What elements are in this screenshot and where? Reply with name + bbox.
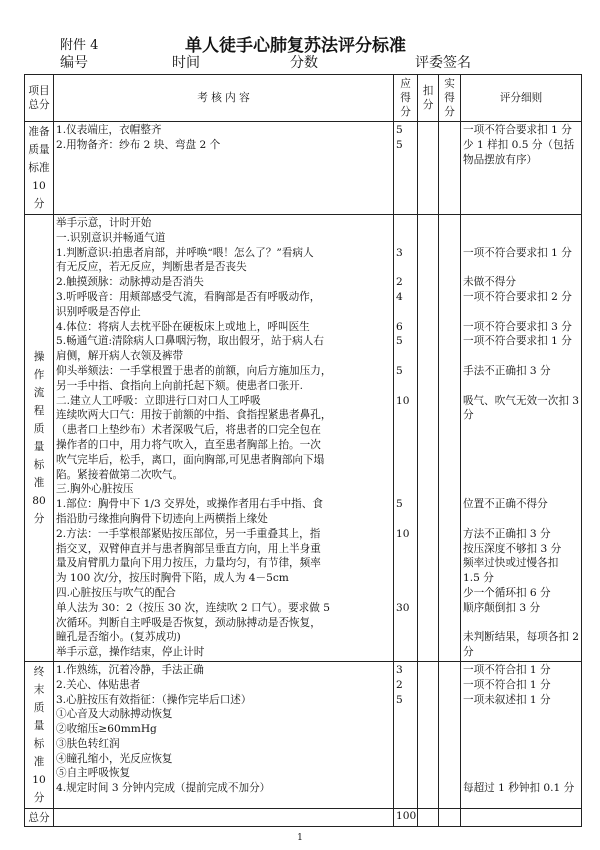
section-name-char: 准备 xyxy=(28,126,50,138)
section-name xyxy=(25,661,54,808)
header-item-total xyxy=(25,75,54,122)
score-cell-line xyxy=(396,630,415,645)
content-cell-line: 3.心脏按压有效指征：（操作完毕后口述） xyxy=(56,693,252,706)
section-name-char: 量 xyxy=(33,440,45,453)
content-cell xyxy=(54,215,394,662)
score-cell-line xyxy=(396,781,415,796)
content-cell-line: 四.心脏按压与吹气的配合 xyxy=(56,586,176,599)
header-detail: 评分细则 xyxy=(461,75,582,122)
score-cell-line: 5 xyxy=(396,124,403,136)
score-cell xyxy=(394,661,418,808)
deduct-cell xyxy=(418,122,439,215)
score-cell-line: 5 xyxy=(396,364,403,377)
detail-cell-line: 少一个循环扣 6 分 xyxy=(463,586,551,599)
header-item-line: 项目 xyxy=(28,85,50,97)
score-cell-line xyxy=(396,379,415,394)
score-cell-line xyxy=(396,616,415,631)
detail-cell-line xyxy=(463,482,579,497)
detail-cell-line xyxy=(463,722,579,737)
content-cell-line: 2.用物备齐：纱布 2 块、弯盘 2 个 xyxy=(56,138,221,151)
content-cell-line: ⑤自主呼吸恢复 xyxy=(56,767,131,780)
detail-cell xyxy=(461,215,582,662)
detail-cell-line xyxy=(463,231,579,246)
section-name-char: 终 xyxy=(33,665,45,678)
score-cell-line xyxy=(396,482,415,497)
score-cell-line xyxy=(396,231,415,246)
content-cell-line: 2.触摸颈脉：动脉搏动是否消失 xyxy=(56,276,204,289)
total-score: 100 xyxy=(394,808,418,826)
content-cell-line: 为 100 次/分，按压时胸骨下陷，成人为 4－5cm xyxy=(56,572,289,585)
detail-cell-line: 一项不符合要求扣 2 分 xyxy=(463,290,572,303)
detail-cell-line: 少 1 样扣 0.5 分（包括 xyxy=(463,138,575,151)
content-cell-line: 吹气完毕后，松手，离口，面向胸部,可见患者胸部向下塌 xyxy=(56,453,325,466)
detail-cell xyxy=(461,122,582,215)
content-cell-line: 量及肩臂肌力量向下用力按压，力量均匀，有节律，频率 xyxy=(56,557,321,570)
score-cell-line: 5 xyxy=(396,138,403,151)
section-row xyxy=(25,661,582,808)
detail-cell-line: 1.5 分 xyxy=(463,572,494,585)
total-actual-cell xyxy=(439,808,461,826)
section-name-char: 量 xyxy=(33,719,45,732)
content-cell-line: 有无反应，若无反应，判断患者是否丧失 xyxy=(56,261,247,274)
header-actual-char: 实 xyxy=(444,78,455,90)
score-cell-line xyxy=(396,438,415,453)
score-cell-line xyxy=(396,542,415,557)
score-cell-line: 10 xyxy=(396,527,410,540)
score-cell-line xyxy=(396,423,415,438)
header-total-line: 总分 xyxy=(28,99,50,111)
score-cell-line: 30 xyxy=(396,601,410,614)
score-cell-line xyxy=(396,707,415,722)
field-time-label: 时间 xyxy=(172,55,200,71)
section-name-char: 标 xyxy=(33,458,45,471)
score-cell xyxy=(394,122,418,215)
detail-cell-line: 分 xyxy=(463,409,474,422)
actual-cell xyxy=(439,215,461,662)
header-score-char: 应 xyxy=(400,78,411,90)
header-score-char: 得 xyxy=(400,92,411,104)
detail-cell-line xyxy=(463,305,579,320)
detail-cell-line xyxy=(463,512,579,527)
score-cell-line xyxy=(396,512,415,527)
content-cell-line: ①心音及大动脉搏动恢复 xyxy=(56,708,173,721)
header-actual-char: 分 xyxy=(444,106,455,118)
content-cell-line: 1.仪表端庄，衣帽整齐 xyxy=(56,124,162,136)
score-cell-line: 3 xyxy=(396,663,403,676)
detail-cell-line xyxy=(463,707,579,722)
content-cell-line: 5.畅通气道:清除病人口鼻咽污物，取出假牙，站于病人右 xyxy=(56,335,324,348)
content-cell-line: 操作者的口中，用力将气吹入，直至患者胸部上抬。一次 xyxy=(56,438,321,451)
content-cell-line: 2.关心、体贴患者 xyxy=(56,678,141,691)
detail-cell-line xyxy=(463,752,579,767)
content-cell-line: 1.作熟练，沉着冷静，手法正确 xyxy=(56,663,204,676)
score-cell-line xyxy=(396,556,415,571)
actual-cell xyxy=(439,661,461,808)
detail-cell-line xyxy=(463,216,579,231)
content-cell-line: 三.胸外心脏按压 xyxy=(56,483,134,496)
section-row xyxy=(25,215,582,662)
total-row xyxy=(25,808,582,826)
score-cell-line: 3 xyxy=(396,246,403,259)
section-name-char: 标 xyxy=(33,737,45,750)
detail-cell-line: 一项不符合要求扣 1 分 xyxy=(463,124,572,136)
detail-cell-line xyxy=(463,438,579,453)
content-cell-line: 指交叉，双臂伸直并与患者胸部呈垂直方向，用上半身重 xyxy=(56,542,321,555)
header-score-char: 分 xyxy=(400,106,411,118)
content-cell xyxy=(54,661,394,808)
detail-cell-line: 未判断结果，每项各扣 2 xyxy=(463,631,579,644)
content-cell-line: 次循环。判断自主呼吸是否恢复，颈动脉搏动是否恢复， xyxy=(56,616,321,629)
score-cell-line xyxy=(396,216,415,231)
header-deduct xyxy=(418,75,439,122)
page-title: 单人徒手心肺复苏法评分标准 xyxy=(185,36,406,56)
field-number-label: 编号 xyxy=(60,55,88,71)
content-cell-line: 二.建立人工呼吸：立即进行口对口人工呼吸 xyxy=(56,394,261,407)
page-number: 1 xyxy=(297,833,303,843)
score-cell-line xyxy=(396,260,415,275)
detail-cell-line: 按压深度不够扣 3 分 xyxy=(463,542,562,555)
detail-cell-line: 频率过快或过慢各扣 xyxy=(463,557,559,570)
detail-cell-line xyxy=(463,349,579,364)
detail-cell-line: 一项不符合要求扣 1 分 xyxy=(463,335,572,348)
detail-cell xyxy=(461,661,582,808)
content-cell-line: 4.体位：将病人去枕平卧在硬板床上或地上，呼叫医生 xyxy=(56,320,310,333)
section-name-char: 流 xyxy=(33,386,45,399)
score-cell-line: 4 xyxy=(396,290,403,303)
header-actual-char: 得 xyxy=(444,92,455,104)
section-name xyxy=(25,122,54,215)
section-name-char: 操 xyxy=(33,350,45,363)
score-cell-line xyxy=(396,766,415,781)
detail-cell-line: 一项不符合要求扣 3 分 xyxy=(463,320,572,333)
score-cell-line xyxy=(396,349,415,364)
detail-cell-line xyxy=(463,616,579,631)
section-name-char: 质量 xyxy=(28,144,50,156)
score-cell-line: 2 xyxy=(396,276,403,289)
detail-cell-line xyxy=(463,379,579,394)
score-cell-line xyxy=(396,468,415,483)
detail-cell-line xyxy=(463,737,579,752)
header-score xyxy=(394,75,418,122)
score-cell-line xyxy=(396,571,415,586)
score-cell-line: 5 xyxy=(396,693,403,706)
detail-cell-line: 每超过 1 秒钟扣 0.1 分 xyxy=(463,782,575,795)
score-cell-line xyxy=(396,153,415,168)
detail-cell-line: 一项未叙述扣 1 分 xyxy=(463,693,551,706)
content-cell xyxy=(54,122,394,215)
section-name xyxy=(25,215,54,662)
content-cell-line: 4.规定时间 3 分钟内完成（提前完成不加分） xyxy=(56,782,271,795)
detail-cell-line xyxy=(463,468,579,483)
header-actual xyxy=(439,75,461,122)
score-cell-line: 5 xyxy=(396,335,403,348)
score-cell xyxy=(394,215,418,662)
score-cell-line xyxy=(396,408,415,423)
field-score-label: 分数 xyxy=(290,55,318,71)
detail-cell-line: 一项不符合扣 1 分 xyxy=(463,663,551,676)
detail-cell-line xyxy=(463,423,579,438)
detail-cell-line: 手法不正确扣 3 分 xyxy=(463,364,551,377)
header-deduct-char: 扣 xyxy=(422,85,434,97)
header-deduct-char: 分 xyxy=(422,99,434,111)
detail-cell-line: 分 xyxy=(463,646,474,659)
content-cell-line: 陷。紧接着做第二次吹气。 xyxy=(56,468,184,481)
score-cell-line xyxy=(396,752,415,767)
detail-cell-line xyxy=(463,766,579,781)
content-cell-line: 举手示意，操作结束，停止计时 xyxy=(56,646,205,659)
deduct-cell xyxy=(418,661,439,808)
score-cell-line: 2 xyxy=(396,678,403,691)
score-cell-line xyxy=(396,305,415,320)
section-name-char: 质 xyxy=(33,422,45,435)
attachment-label: 附件 4 xyxy=(60,38,99,53)
content-cell-line: 识别呼吸是否停止 xyxy=(56,305,141,318)
section-name-char: 标准 xyxy=(28,162,50,174)
field-judge-signature-label: 评委签名 xyxy=(415,55,471,71)
content-cell-line: ②收缩压≥60mmHg xyxy=(56,723,157,736)
content-cell-line: 2.方法：一手掌根部紧贴按压部位，另一手重叠其上，指 xyxy=(56,527,321,540)
score-cell-line xyxy=(396,453,415,468)
detail-cell-line: 方法不正确扣 3 分 xyxy=(463,527,551,540)
score-cell-line xyxy=(396,586,415,601)
detail-cell-line: 一项不符合扣 1 分 xyxy=(463,678,551,691)
total-content-cell xyxy=(54,808,394,826)
section-name-char: 末 xyxy=(33,683,45,696)
content-cell-line: 肩侧，解开病人衣领及裤带 xyxy=(56,350,184,363)
content-cell-line: 1.判断意识:拍患者肩部，并呼唤“喂！怎么了？”看病人 xyxy=(56,246,314,259)
section-name-char: 10分 xyxy=(32,773,46,804)
content-cell-line: 仰头举颏法：一手掌根置于患者的前额，向后方施加压力， xyxy=(56,364,332,377)
section-name-char: 作 xyxy=(33,368,45,381)
detail-cell-line: 一项不符合要求扣 1 分 xyxy=(463,246,572,259)
section-name-char: 准 xyxy=(33,476,45,489)
header-content: 考 核 内 容 xyxy=(54,75,394,122)
content-cell-line: 指沿肋弓缘推向胸骨下切迹向上两横指上缘处 xyxy=(56,512,268,525)
detail-cell-line: 顺序颠倒扣 3 分 xyxy=(463,601,541,614)
detail-cell-line xyxy=(463,260,579,275)
total-detail-cell xyxy=(461,808,582,826)
score-cell-line xyxy=(396,737,415,752)
content-cell-line: ④瞳孔缩小，光反应恢复 xyxy=(56,752,173,765)
section-row xyxy=(25,122,582,215)
score-cell-line: 6 xyxy=(396,320,403,333)
section-name-char: 10分 xyxy=(32,180,46,210)
content-cell-line: 另一手中指、食指向上向前托起下颏。使患者口张开. xyxy=(56,379,304,392)
scoring-table xyxy=(24,74,582,827)
content-cell-line: 连续吹两大口气：用按于前额的中指、食指捏紧患者鼻孔， xyxy=(56,409,332,422)
actual-cell xyxy=(439,122,461,215)
score-cell-line xyxy=(396,645,415,660)
content-cell-line: 一.识别意识并畅通气道 xyxy=(56,231,166,244)
score-cell-line: 10 xyxy=(396,394,410,407)
section-name-char: 质 xyxy=(33,701,45,714)
content-cell-line: 1.部位：胸骨中下 1/3 交界处，或操作者用右手中指、食 xyxy=(56,498,323,511)
content-cell-line xyxy=(56,153,391,168)
content-cell-line: 单人法为 30：2（按压 30 次，连续吹 2 口气）。要求做 5 xyxy=(56,601,330,614)
total-deduct-cell xyxy=(418,808,439,826)
content-cell-line: ③肤色转红润 xyxy=(56,737,120,750)
detail-cell-line: 未做不得分 xyxy=(463,276,516,289)
content-cell-line: 3.听呼吸音：用颊部感受气流，看胸部是否有呼吸动作， xyxy=(56,290,321,303)
content-cell-line: （患者口上垫纱布）术者深吸气后，将患者的口完全包在 xyxy=(56,424,321,437)
content-cell-line: 瞳孔是否缩小。(复苏成功) xyxy=(56,631,181,644)
detail-cell-line: 吸气、吹气无效一次扣 3 xyxy=(463,394,579,407)
detail-cell-line: 位置不正确不得分 xyxy=(463,498,548,511)
detail-cell-line xyxy=(463,453,579,468)
detail-cell-line: 物品摆放有序） xyxy=(463,153,538,166)
score-cell-line: 5 xyxy=(396,498,403,511)
total-label: 总分 xyxy=(25,808,54,826)
deduct-cell xyxy=(418,215,439,662)
section-name-char: 80分 xyxy=(32,494,46,525)
table-header-row xyxy=(25,75,582,122)
score-cell-line xyxy=(396,722,415,737)
content-cell-line: 举手示意，计时开始 xyxy=(56,217,152,229)
section-name-char: 准 xyxy=(33,755,45,768)
section-name-char: 程 xyxy=(33,404,45,417)
